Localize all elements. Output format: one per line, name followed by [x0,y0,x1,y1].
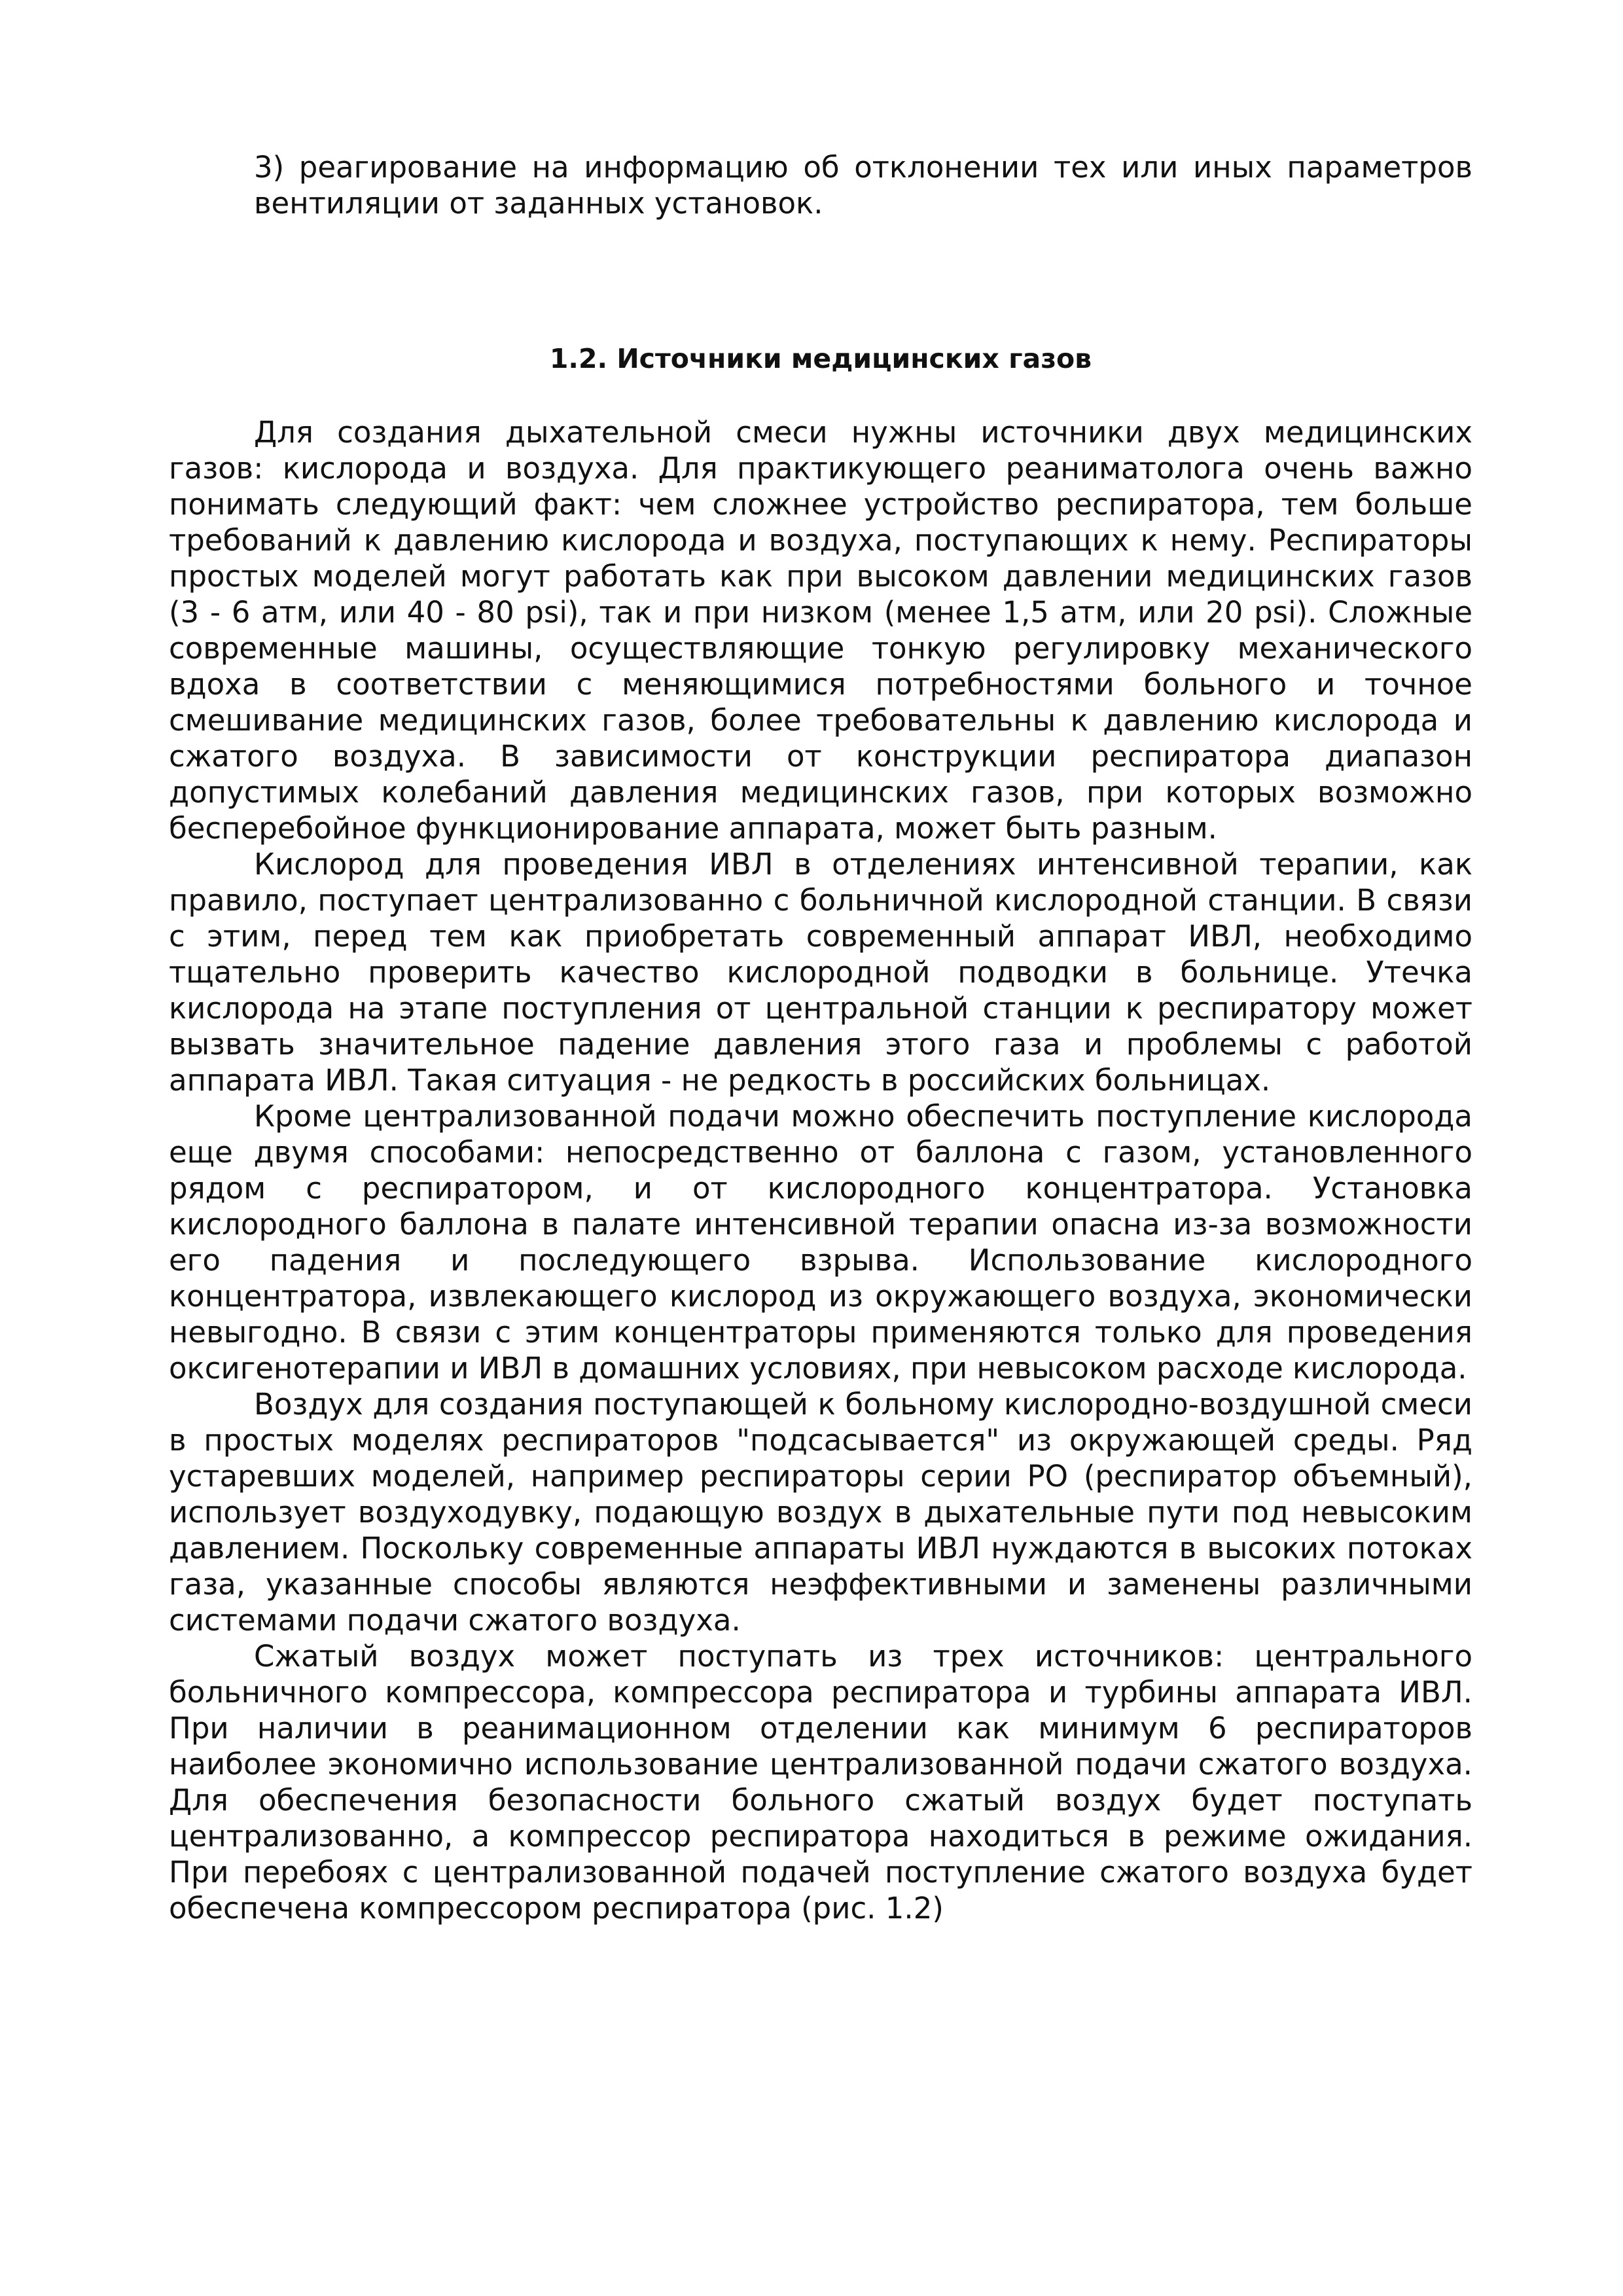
paragraph: Воздух для создания поступающей к больному кислородно-воздушной смеси в простых моделях респираторов "подсасывается" из окружающей среды. Ряд устаревших моделей, например респираторы серии РО (респиратор объемный), использует воздуходувку, подающую воздух в дыхательные пути под невысоким давлением. Поскольку современные аппараты ИВЛ нуждаются в высоких потоках газа, указанные способы являются неэффективными и заменены различными системами подачи сжатого воздуха. [169,1387,1472,1638]
paragraph: Кроме централизованной подачи можно обеспечить поступление кислорода еще двумя способами: непосредственно от баллона с газом, установленного рядом с респиратором, и от кислородного концентратора. Установка кислородного баллона в палате интенсивной терапии опасна из-за возможности его падения и последующего взрыва. Использование кислородного концентратора, извлекающего кислород из окружающего воздуха, экономически невыгодно. В связи с этим концентраторы применяются только для проведения оксигенотерапии и ИВЛ в домашних условиях, при невысоком расходе кислорода. [169,1099,1472,1386]
section-heading: 1.2. Источники медицинских газов [549,343,1092,374]
intro-list-item: 3) реагирование на информацию об отклонении тех или иных параметров вентиляции от заданных установок. [254,150,1472,221]
section-body [169,414,1472,1926]
paragraph: Для создания дыхательной смеси нужны источники двух медицинских газов: кислорода и воздуха. Для практикующего реаниматолога очень важно понимать следующий факт: чем сложнее устройство респиратора, тем больше требований к давлению кислорода и воздуха, поступающих к нему. Респираторы простых моделей могут работать как при высоком давлении медицинских газов (3 - 6 атм, или 40 - 80 psi), так и при низком (менее 1,5 атм, или 20 psi). Сложные современные машины, осуществляющие тонкую регулировку механического вдоха в соответствии с меняющимися потребностями больного и точное смешивание медицинских газов, более требовательны к давлению кислорода и сжатого воздуха. В зависимости от конструкции респиратора диапазон допустимых колебаний давления медицинских газов, при которых возможно бесперебойное функционирование аппарата, может быть разным. [169,415,1472,846]
paragraph: Сжатый воздух может поступать из трех источников: центрального больничного компрессора, компрессора респиратора и турбины аппарата ИВЛ. При наличии в реанимационном отделении как минимум 6 респираторов наиболее экономично использование централизованной подачи сжатого воздуха. Для обеспечения безопасности больного сжатый воздух будет поступать централизованно, а компрессор респиратора находиться в режиме ожидания. При перебоях с централизованной подачей поступление сжатого воздуха будет обеспечена компрессором респиратора (рис. 1.2) [169,1639,1472,1926]
paragraph: Кислород для проведения ИВЛ в отделениях интенсивной терапии, как правило, поступает централизованно с больничной кислородной станции. В связи с этим, перед тем как приобретать современный аппарат ИВЛ, необходимо тщательно проверить качество кислородной подводки в больнице. Утечка кислорода на этапе поступления от центральной станции к респиратору может вызвать значительное падение давления этого газа и проблемы с работой аппарата ИВЛ. Такая ситуация - не редкость в российских больницах. [169,847,1472,1098]
